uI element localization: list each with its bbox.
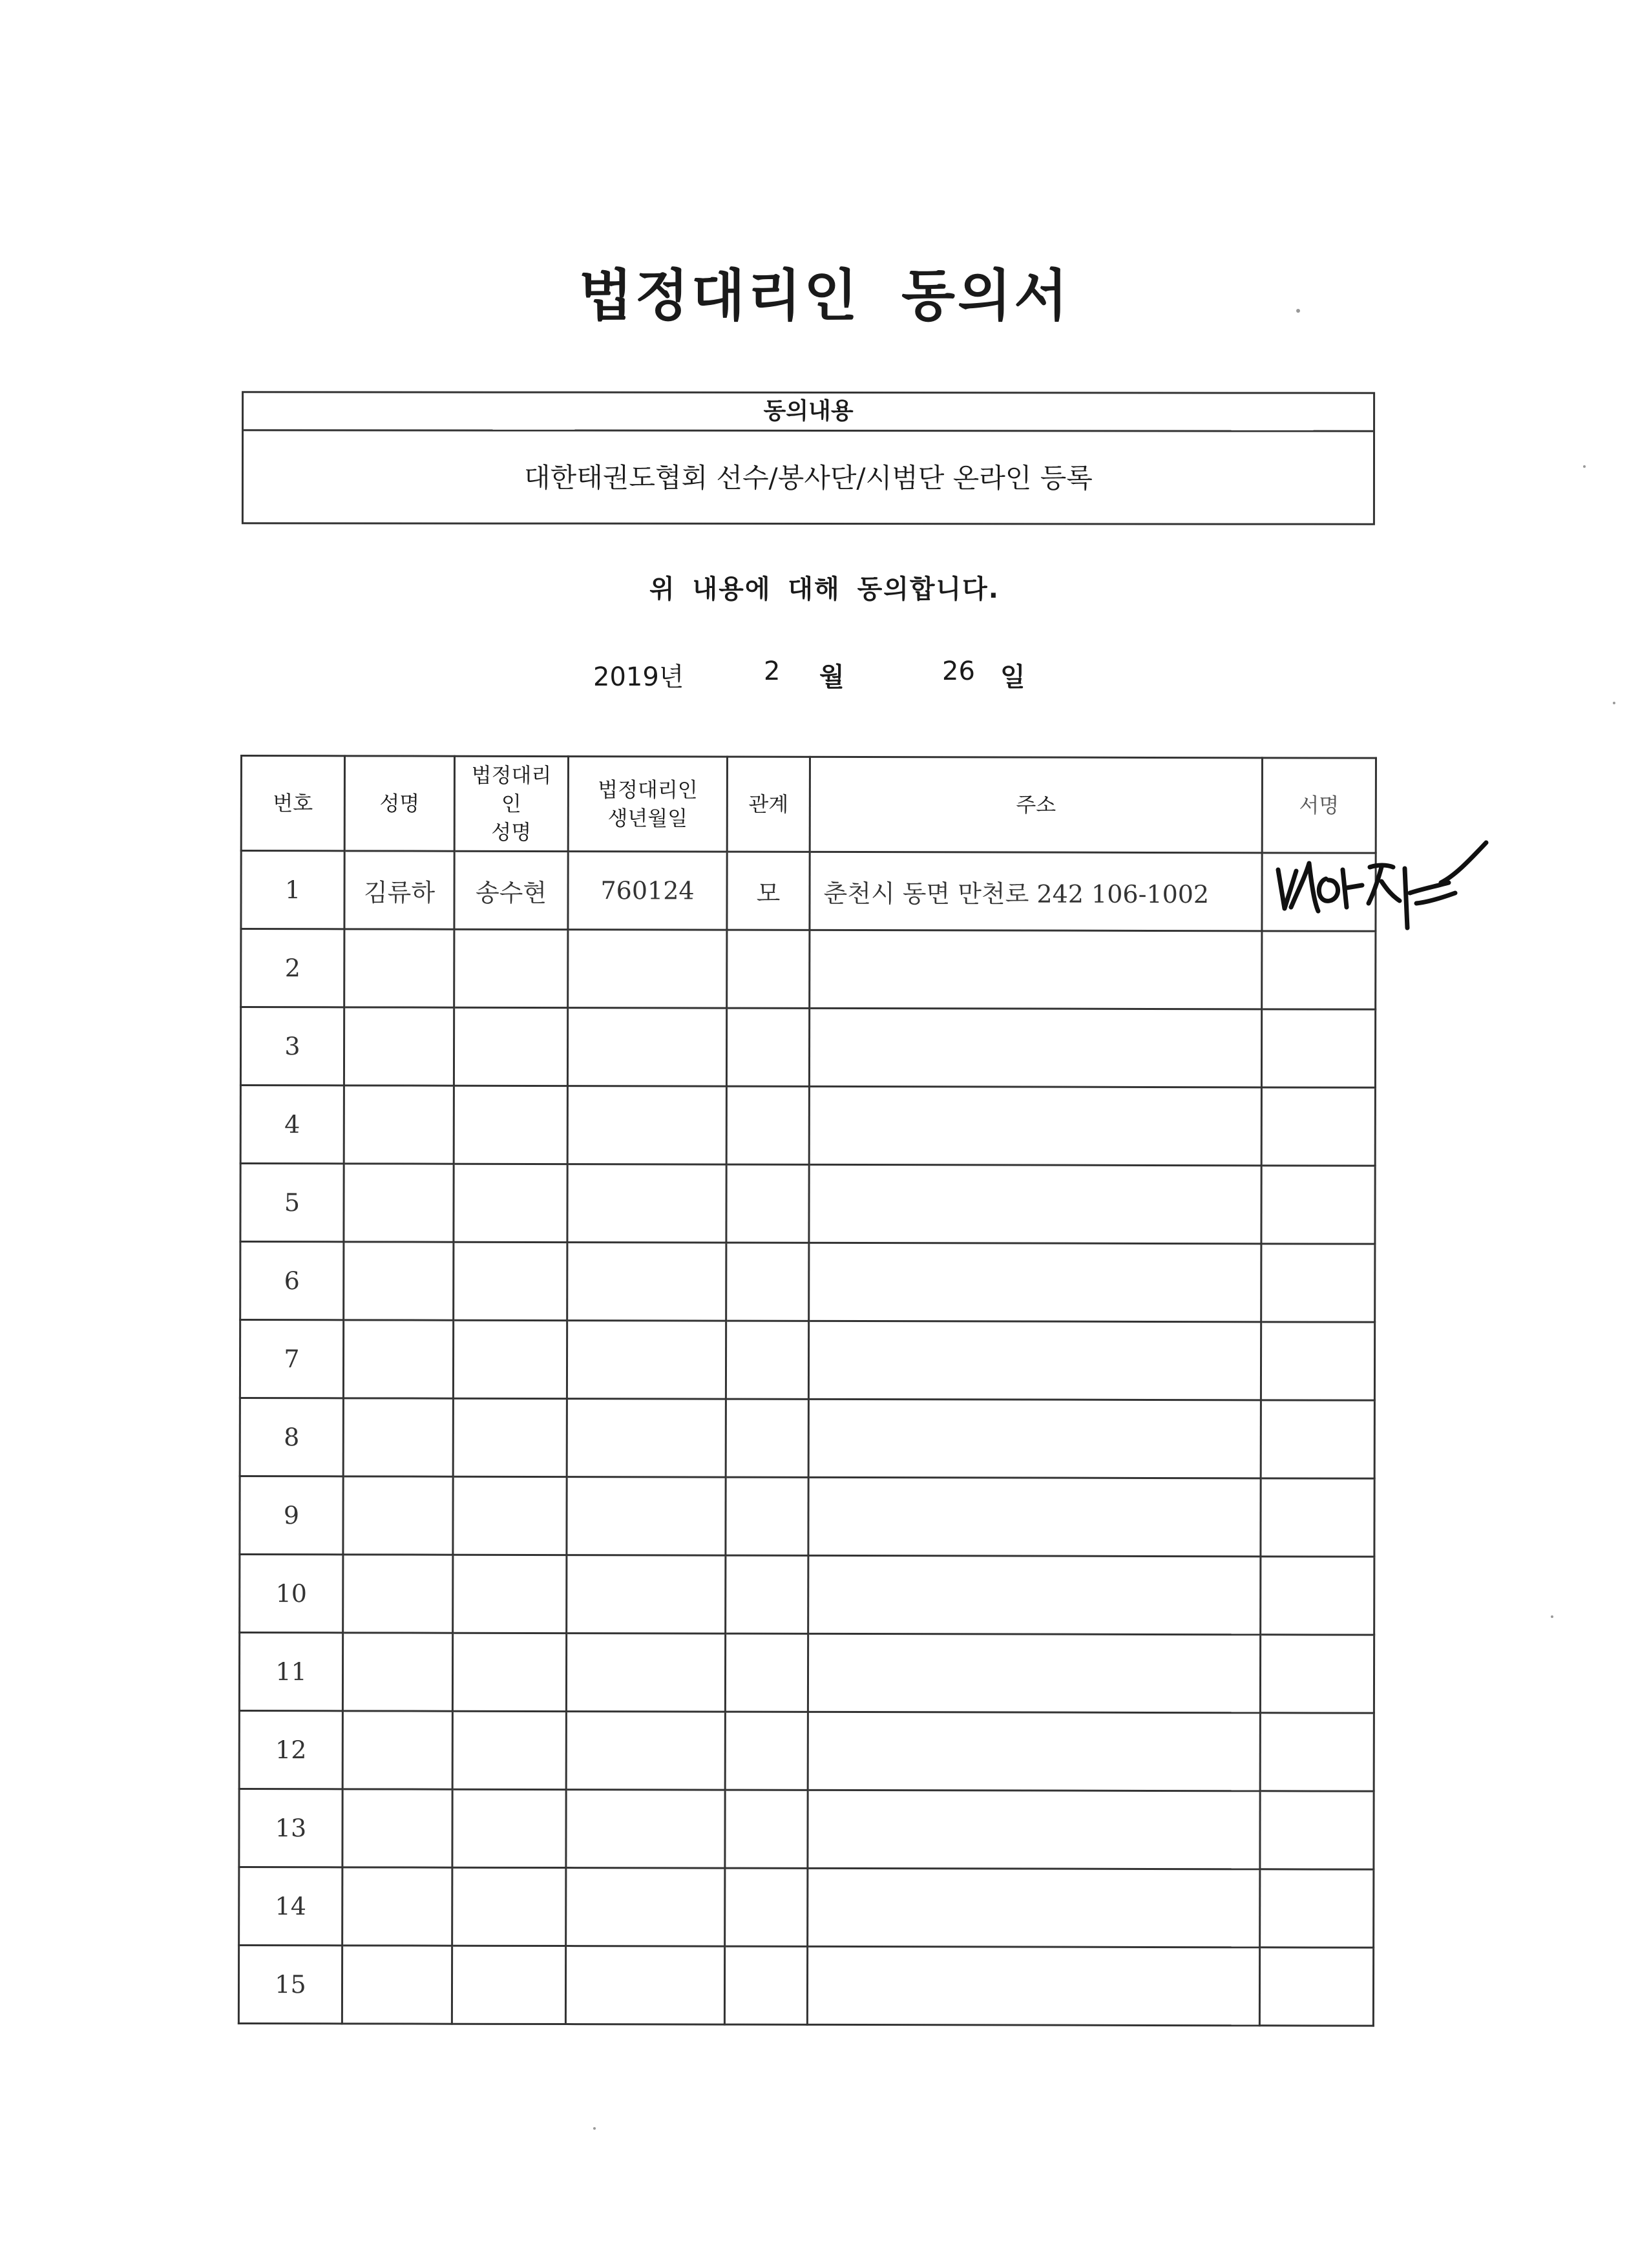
table-header-row [241,756,1376,854]
row-address-cell [809,1086,1261,1165]
row-relation-cell [724,1946,807,2024]
header-address: 주소 [810,757,1262,852]
header-guardian-name-line2: 인 [501,791,521,816]
row-name-cell: 김류하 [344,851,454,929]
row-name-cell [342,1946,452,2024]
row-signature-cell [1261,1322,1374,1400]
agreement-statement: 위 내용에 대해 동의합니다. [649,574,1000,604]
row-relation-cell [726,1399,808,1477]
row-address-cell [807,1946,1259,2025]
row-address-cell [808,1712,1260,1790]
row-name-cell [344,1086,454,1164]
table-row [240,1555,1374,1635]
table-row [241,851,1376,932]
row-relation-cell [726,1555,808,1633]
row-signature-cell [1261,1244,1375,1322]
row-signature-cell [1261,1009,1375,1087]
row-birth-cell [567,1243,726,1321]
row-address-cell [808,1477,1261,1556]
row-birth-cell: 760124 [568,852,727,930]
row-relation-cell [727,930,810,1008]
header-relation: 관계 [727,757,810,852]
row-no-cell: 13 [239,1789,342,1867]
guardian-table [238,755,1377,2027]
row-address-cell [808,1321,1261,1400]
header-no: 번호 [241,756,344,851]
date-month: 2 [764,656,781,686]
date-month-unit: 월 [819,662,845,692]
row-name-cell [342,1867,452,1946]
document-title: 법정대리인 동의서 [578,264,1071,328]
row-address-cell [809,1164,1261,1243]
row-signature-cell [1261,1400,1374,1478]
scan-speck [1296,309,1300,313]
row-guardian-cell [452,1946,565,2024]
date-day: 26 [942,656,975,686]
row-relation-cell [725,1868,808,1946]
row-address-cell [808,1868,1260,1947]
row-birth-cell [567,1555,726,1634]
row-signature-cell [1260,1869,1374,1948]
scan-speck [1613,702,1615,704]
row-guardian-cell [452,1789,566,1867]
row-no-cell: 3 [240,1007,344,1086]
row-name-cell [344,929,454,1007]
table-row [240,1242,1375,1323]
header-guardian-birth-line1: 법정대리인 [598,777,698,803]
row-birth-cell [566,1790,725,1869]
row-guardian-cell [453,1398,567,1476]
row-no-cell: 2 [241,929,344,1007]
row-address-cell [809,1243,1261,1321]
row-relation-cell [725,1790,808,1868]
row-signature-cell [1261,1166,1375,1244]
scan-speck [1551,1615,1553,1618]
table-row [238,1945,1373,2026]
scan-speck [1583,465,1586,468]
row-name-cell [343,1555,453,1633]
row-guardian-cell [454,1086,567,1164]
row-no-cell: 15 [238,1945,342,2023]
table-row [239,1867,1374,1948]
row-birth-cell [566,1868,725,1947]
row-name-cell [343,1320,453,1398]
header-guardian-name-line1: 법정대리 [471,762,552,788]
table-row [240,1398,1374,1479]
row-birth-cell [567,1321,726,1400]
row-birth-cell [566,1712,725,1790]
row-birth-cell [567,1008,726,1087]
row-birth-cell [567,1477,726,1556]
row-no-cell: 9 [240,1476,343,1555]
consent-header: 동의내용 [244,393,1373,432]
row-no-cell: 11 [239,1633,342,1711]
row-no-cell: 4 [240,1086,344,1164]
row-signature-cell [1261,1478,1374,1557]
date-year: 2019년 [593,662,684,692]
date-day-unit: 일 [1000,662,1025,692]
consent-content: 대한태권도협회 선수/봉사단/시범단 온라인 등록 [524,461,1093,494]
table-row [239,1711,1374,1792]
row-name-cell [343,1398,453,1476]
header-name: 성명 [344,756,454,851]
header-signature: 서명 [1262,758,1376,853]
row-relation-cell [726,1164,809,1243]
row-no-cell: 1 [241,851,344,929]
row-address-cell [808,1555,1261,1634]
table-body [238,851,1376,2026]
row-guardian-cell: 송수현 [454,851,568,929]
row-no-cell: 14 [239,1867,342,1945]
row-signature-cell [1260,1713,1374,1791]
row-name-cell [342,1633,452,1711]
row-birth-cell [567,1086,726,1165]
row-address-cell [808,1399,1261,1478]
row-guardian-cell [453,1476,567,1555]
table-row [240,1320,1374,1401]
header-guardian-birth [568,757,727,852]
row-address-cell [808,1790,1260,1869]
row-name-cell [344,1007,454,1086]
row-name-cell [344,1242,454,1320]
row-name-cell [343,1476,453,1555]
table-row [240,1164,1375,1244]
row-address-cell [810,930,1262,1009]
row-address-cell [809,1008,1261,1087]
row-guardian-cell [454,1242,567,1320]
row-relation-cell [725,1633,808,1712]
row-signature-cell [1262,931,1376,1009]
row-no-cell: 8 [240,1398,343,1476]
row-guardian-cell [453,1320,567,1398]
row-name-cell [342,1711,452,1789]
row-signature-cell [1259,1948,1373,2026]
row-address-cell: 춘천시 동면 만천로 242 106-1002 [810,852,1262,930]
row-relation-cell [726,1086,809,1164]
row-relation-cell: 모 [727,852,810,930]
row-signature-cell [1261,1557,1374,1635]
table-row [240,1476,1374,1557]
row-no-cell: 10 [240,1555,343,1633]
row-no-cell: 12 [239,1711,342,1789]
row-signature-cell [1261,1087,1375,1166]
row-birth-cell [568,930,727,1009]
row-relation-cell [726,1321,808,1399]
row-no-cell: 7 [240,1320,343,1398]
table-row [239,1633,1374,1714]
row-guardian-cell [453,1555,567,1633]
header-guardian-birth-line2: 생년월일 [607,806,688,831]
row-signature-cell [1260,1635,1374,1713]
consent-box [242,391,1375,525]
header-guardian-name [454,756,568,851]
row-guardian-cell [452,1633,566,1711]
row-name-cell [344,1164,454,1242]
header-guardian-name-line3: 성명 [491,819,532,845]
row-guardian-cell [454,1007,567,1086]
table-row [240,1086,1375,1166]
row-relation-cell [726,1243,809,1321]
row-guardian-cell [452,1711,566,1789]
table-row [241,929,1376,1010]
row-signature-cell [1260,1791,1374,1869]
row-name-cell [342,1789,452,1867]
row-no-cell: 5 [240,1164,344,1242]
row-relation-cell [726,1008,809,1086]
table-row [240,1007,1375,1088]
table-row [239,1789,1374,1869]
row-relation-cell [725,1712,808,1790]
row-no-cell: 6 [240,1242,344,1320]
row-birth-cell [566,1633,725,1712]
scan-speck [593,2127,596,2130]
row-birth-cell [567,1399,726,1478]
row-birth-cell [567,1164,726,1243]
row-guardian-cell [452,1867,566,1946]
handwritten-signature-icon [1266,831,1499,941]
row-birth-cell [565,1946,724,2025]
row-relation-cell [726,1477,808,1555]
row-address-cell [808,1633,1260,1712]
row-guardian-cell [454,929,568,1007]
row-guardian-cell [454,1164,567,1242]
